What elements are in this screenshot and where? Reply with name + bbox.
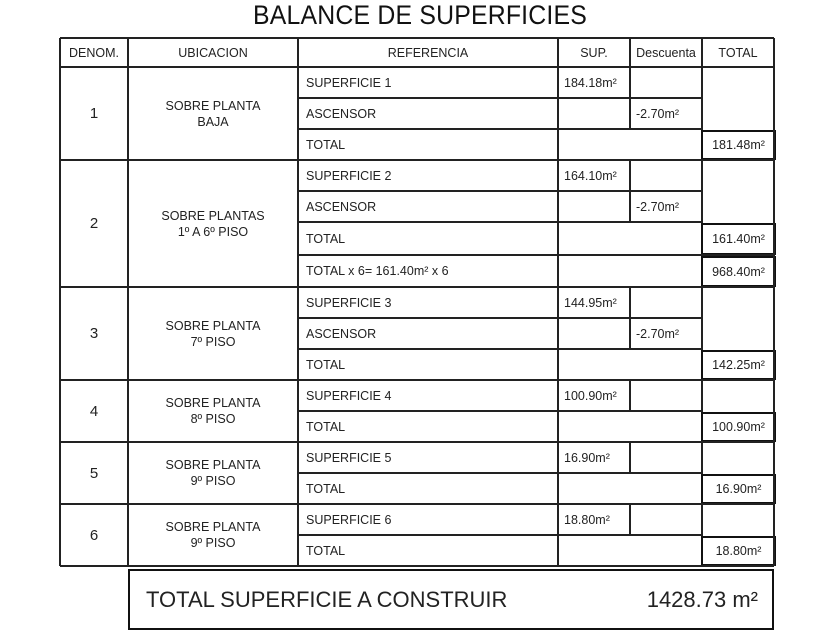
column-divider — [629, 98, 630, 129]
total-reference: TOTAL — [306, 357, 346, 372]
column-divider — [701, 67, 702, 98]
location-label: SOBRE PLANTAS 1º A 6º PISO — [161, 208, 265, 239]
total-value-box: 18.80m² — [701, 536, 776, 566]
location-label: SOBRE PLANTA 9º PISO — [165, 520, 261, 550]
column-divider — [629, 38, 630, 67]
total-value-box: 968.40m² — [701, 256, 776, 287]
column-divider — [701, 98, 702, 129]
column-divider — [557, 67, 558, 98]
discount-value: -2.70m² — [636, 199, 680, 214]
row-divider — [298, 97, 702, 98]
denomination-number: 5 — [89, 464, 99, 482]
column-divider — [557, 504, 558, 535]
location-label: SOBRE PLANTA BAJA — [165, 98, 261, 129]
denomination-number: 3 — [89, 325, 99, 342]
header-denom: DENOM. — [69, 45, 119, 60]
column-divider — [557, 191, 558, 222]
row-divider — [298, 534, 702, 535]
column-divider — [701, 442, 702, 473]
total-value-box: 181.48m² — [701, 130, 776, 160]
row-divider — [298, 410, 702, 411]
total-value-box: 16.90m² — [701, 474, 776, 504]
location-label: SOBRE PLANTA 7º PISO — [165, 318, 261, 349]
surface-value: 18.80m² — [564, 512, 610, 527]
page-title: BALANCE DE SUPERFICIES — [253, 0, 587, 30]
column-divider — [557, 318, 558, 349]
total-reference: TOTAL — [306, 419, 346, 434]
row-divider — [298, 348, 702, 349]
column-divider — [557, 287, 558, 318]
denomination-number: 1 — [89, 105, 99, 122]
column-divider — [701, 38, 702, 67]
column-divider — [701, 191, 702, 222]
reference-label: ASCENSOR — [306, 106, 377, 121]
reference-label: ASCENSOR — [306, 326, 377, 341]
column-divider — [557, 98, 558, 129]
column-divider — [127, 38, 128, 566]
reference-label: SUPERFICIE 5 — [306, 450, 392, 465]
column-divider — [629, 287, 630, 318]
column-divider — [557, 349, 558, 380]
total-reference: TOTAL x 6= 161.40m² x 6 — [306, 264, 449, 278]
table-top-border — [60, 37, 774, 39]
denomination-number: 4 — [89, 402, 99, 420]
column-divider — [557, 222, 558, 255]
column-divider — [701, 160, 702, 191]
header-total: TOTAL — [718, 45, 758, 60]
total-reference: TOTAL — [306, 231, 346, 246]
column-divider — [557, 442, 558, 473]
discount-value: -2.70m² — [636, 326, 680, 341]
column-divider — [557, 473, 558, 504]
column-divider — [557, 160, 558, 191]
total-value-box: 161.40m² — [701, 223, 776, 255]
table-right-border — [773, 38, 775, 566]
header-descuenta: Descuenta — [636, 45, 696, 60]
column-divider — [629, 318, 630, 349]
column-divider — [557, 380, 558, 411]
table-left-border — [59, 38, 61, 566]
location-label: SOBRE PLANTA 8º PISO — [165, 396, 261, 426]
row-divider — [298, 128, 702, 129]
column-divider — [297, 38, 298, 566]
total-reference: TOTAL — [306, 481, 346, 496]
grand-total-box — [128, 569, 774, 630]
discount-value: -2.70m² — [636, 106, 680, 121]
row-divider — [298, 472, 702, 473]
reference-label: SUPERFICIE 1 — [306, 75, 392, 90]
column-divider — [701, 504, 702, 535]
column-divider — [629, 67, 630, 98]
header-ubicacion: UBICACION — [178, 45, 248, 60]
surface-value: 16.90m² — [564, 450, 610, 465]
column-divider — [629, 504, 630, 535]
reference-label: SUPERFICIE 3 — [306, 295, 392, 310]
row-divider — [298, 190, 702, 191]
column-divider — [629, 160, 630, 191]
column-divider — [701, 380, 702, 411]
column-divider — [557, 129, 558, 160]
reference-label: SUPERFICIE 6 — [306, 512, 392, 527]
column-divider — [557, 411, 558, 442]
column-divider — [629, 442, 630, 473]
surface-value: 144.95m² — [564, 295, 617, 310]
header-sup: SUP. — [580, 45, 608, 60]
denomination-number: 6 — [89, 526, 99, 544]
column-divider — [557, 255, 558, 287]
grand-total-label: TOTAL SUPERFICIE A CONSTRUIR — [146, 587, 508, 612]
total-value-box: 100.90m² — [701, 412, 776, 442]
surface-value: 164.10m² — [564, 168, 617, 183]
header-referencia: REFERENCIA — [387, 45, 469, 60]
column-divider — [701, 318, 702, 349]
total-value-box: 142.25m² — [701, 350, 776, 380]
column-divider — [629, 191, 630, 222]
row-divider — [298, 221, 702, 222]
surface-value: 100.90m² — [564, 388, 617, 403]
reference-label: SUPERFICIE 2 — [306, 168, 392, 183]
reference-label: SUPERFICIE 4 — [306, 388, 392, 403]
total-reference: TOTAL — [306, 137, 346, 152]
denomination-number: 2 — [89, 215, 99, 232]
surface-value: 184.18m² — [564, 75, 617, 90]
location-label: SOBRE PLANTA 9º PISO — [165, 458, 261, 488]
reference-label: ASCENSOR — [306, 199, 377, 214]
column-divider — [629, 380, 630, 411]
grand-total-value: 1428.73 m² — [646, 587, 758, 612]
column-divider — [557, 535, 558, 566]
total-reference: TOTAL — [306, 543, 346, 558]
row-divider — [298, 317, 702, 318]
column-divider — [701, 287, 702, 318]
group-divider — [60, 565, 774, 567]
column-divider — [557, 38, 558, 67]
